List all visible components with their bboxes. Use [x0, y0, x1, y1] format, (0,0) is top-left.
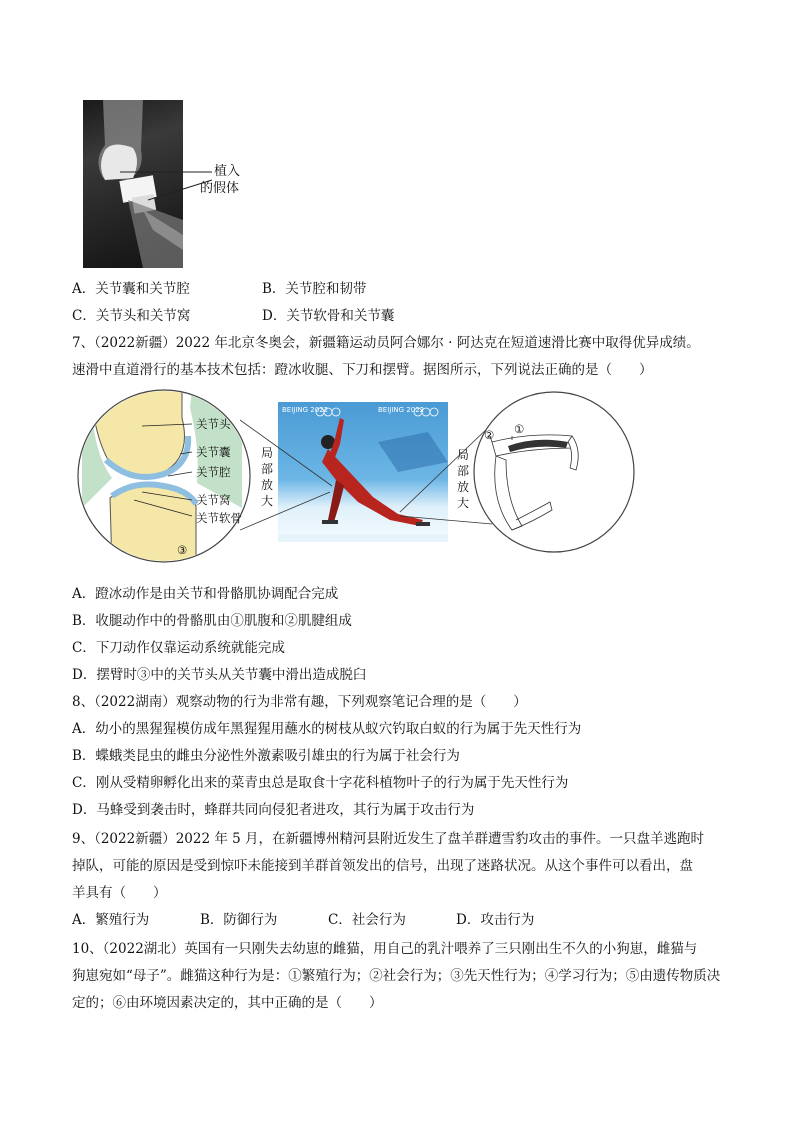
zoom-right-char-1: 局 [456, 448, 469, 462]
label-muscle-2: ② [484, 428, 495, 442]
zoom-left-char-3: 放 [260, 478, 273, 492]
banner-left: BEIJING 2022 [282, 406, 329, 414]
label-joint-cavity: 关节腔 [196, 465, 231, 479]
zoom-right-char-3: 放 [456, 480, 469, 494]
implant-label-1: 植入 [214, 164, 241, 179]
q9-option-c: C．社会行为 [328, 912, 406, 928]
q7-option-a: A．蹬冰动作是由关节和骨骼肌协调配合完成 [72, 586, 339, 602]
q6-option-d: D．关节软骨和关节囊 [262, 308, 395, 324]
label-joint-head: 关节头 [196, 417, 231, 431]
q8-stem: 8、（2022湖南）观察动物的行为非常有趣，下列观察笔记合理的是（ ） [72, 694, 527, 710]
q10-stem-line3: 定的；⑥由环境因素决定的，其中正确的是（ ） [72, 995, 383, 1011]
label-joint-socket: 关节窝 [196, 493, 231, 507]
q7-option-b: B．收腿动作中的骨骼肌由①肌腹和②肌腱组成 [72, 613, 352, 629]
arm-muscle-diagram [472, 390, 642, 560]
q6-option-a: A．关节囊和关节腔 [72, 281, 190, 297]
zoom-right-char-2: 部 [456, 464, 469, 478]
q7-stem-line2: 速滑中直道滑行的基本技术包括：蹬冰收腿、下刀和摆臂。据图所示，下列说法正确的是（ ） [72, 362, 653, 378]
q9-option-b: B．防御行为 [200, 912, 278, 928]
zoom-left-char-1: 局 [260, 446, 273, 460]
q9-stem-line3: 羊具有（ ） [72, 885, 167, 901]
q8-option-d: D．马蜂受到袭击时，蜂群共同向侵犯者进攻，其行为属于攻击行为 [72, 802, 475, 818]
label-circle-3: ③ [177, 543, 188, 557]
q6-option-b: B．关节腔和韧带 [262, 281, 367, 297]
q7-stem-line1: 7、（2022新疆）2022 年北京冬奥会，新疆籍运动员阿合娜尔 · 阿达克在短道速滑比赛中取得优异成绩。 [72, 335, 700, 351]
label-joint-capsule: 关节囊 [196, 445, 231, 459]
q8-option-b: B．蝶蛾类昆虫的雌虫分泌性外激素吸引雄虫的行为属于社会行为 [72, 748, 460, 764]
zoom-left-char-2: 部 [260, 462, 273, 476]
banner-right: BEIJING 2022 [378, 406, 425, 414]
q7-option-d: D．摆臂时③中的关节头从关节囊中滑出造成脱臼 [72, 667, 367, 683]
label-muscle-1: ① [514, 422, 525, 436]
q10-stem-line1: 10、（2022湖北）英国有一只刚失去幼崽的雌猫，用自己的乳汁喂养了三只刚出生不久的小狗崽，雌猫与 [72, 941, 698, 957]
q10-stem-line2: 狗崽宛如“母子”。雌猫这种行为是：①繁殖行为；②社会行为；③先天性行为；④学习行为；⑤由遗传物质决 [72, 968, 721, 984]
q7-option-c: C．下刀动作仅靠运动系统就能完成 [72, 640, 285, 656]
q9-stem-line2: 掉队，可能的原因是受到惊吓未能接到羊群首领发出的信号，出现了迷路状况。从这个事件可以看出，盘 [72, 858, 693, 874]
implant-label-2: 的假体 [200, 181, 240, 196]
q9-option-d: D．攻击行为 [456, 912, 535, 928]
q9-option-a: A．繁殖行为 [72, 912, 150, 928]
zoom-left-char-4: 大 [260, 494, 273, 508]
q8-option-a: A．幼小的黑猩猩模仿成年黑猩猩用蘸水的树枝从蚁穴钓取白蚁的行为属于先天性行为 [72, 721, 582, 737]
zoom-right-char-4: 大 [456, 496, 469, 510]
label-joint-cartilage: 关节软骨 [196, 511, 242, 525]
q8-option-c: C．刚从受精卵孵化出来的菜青虫总是取食十字花科植物叶子的行为属于先天性行为 [72, 775, 569, 791]
q9-stem-line1: 9、（2022新疆）2022 年 5 月，在新疆博州精河县附近发生了盘羊群遭雪豹攻击的事件。一只盘羊逃跑时 [72, 831, 705, 847]
q6-option-c: C．关节头和关节窝 [72, 308, 191, 324]
